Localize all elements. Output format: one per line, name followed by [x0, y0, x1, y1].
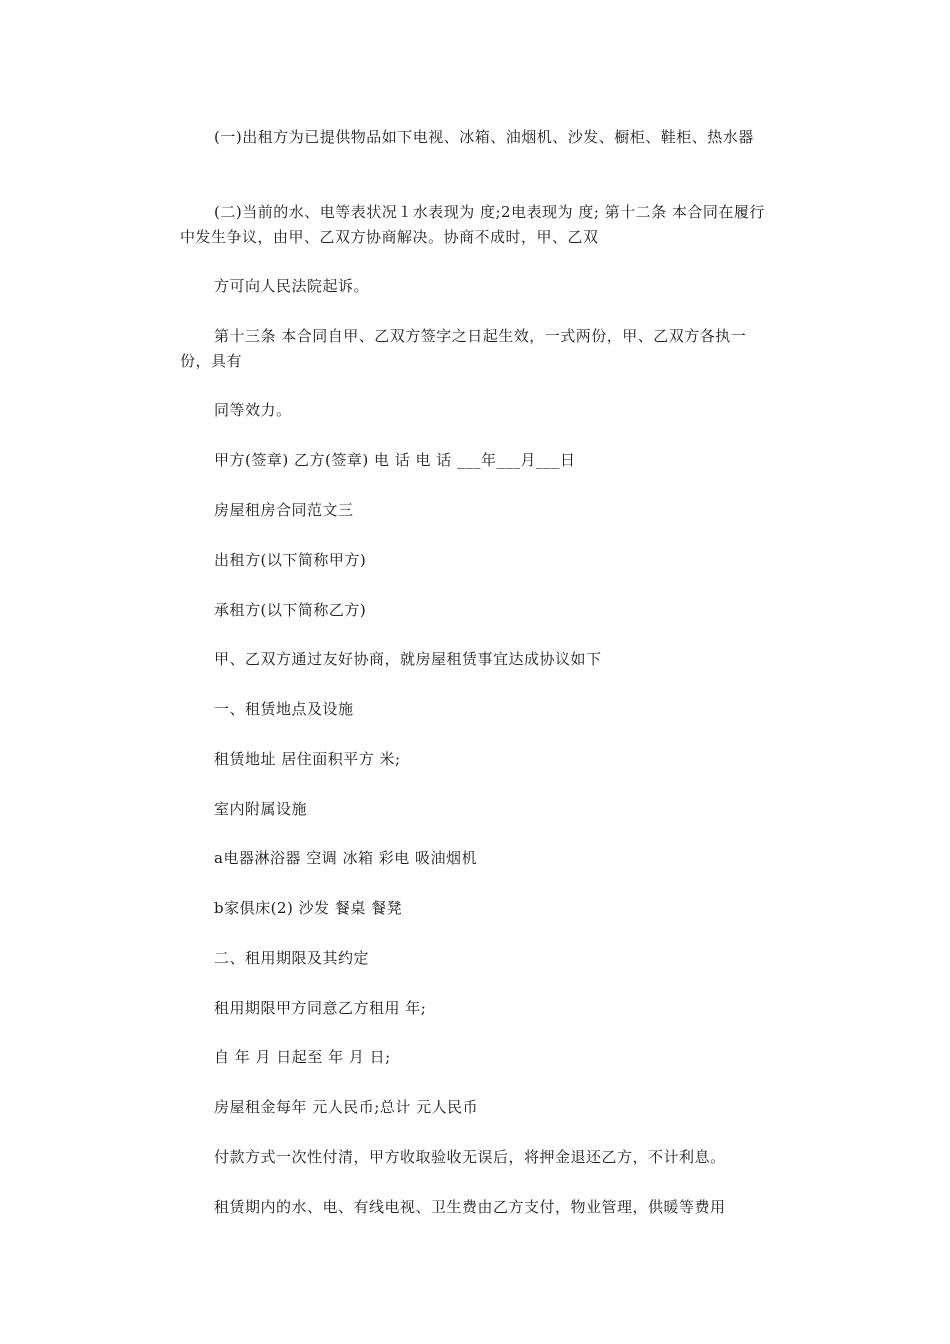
lease-dates: 自 年 月 日起至 年 月 日;: [214, 1048, 391, 1066]
paragraph-meter-status-dispute: (二)当前的水、电等表状况１水表现为 度;2电表现为 度; 第十二条 本合同在履行中发生争议，由甲、乙双方协商解决。协商不成时，甲、乙双: [180, 203, 765, 246]
rental-address: 租赁地址 居住面积平方 米;: [214, 750, 401, 768]
section-one-heading: 一、租赁地点及设施: [214, 700, 354, 718]
paragraph-article-13: 第十三条 本合同自甲、乙双方签字之日起生效，一式两份，甲、乙双方各执一份，具有: [180, 327, 747, 370]
lessor-line: 出租方(以下简称甲方): [214, 551, 367, 569]
contract-title-three: 房屋租房合同范文三: [214, 501, 354, 519]
lease-term: 租用期限甲方同意乙方租用 年;: [214, 999, 427, 1017]
appliances-line: a电器淋浴器 空调 冰箱 彩电 吸油烟机: [214, 849, 478, 867]
paragraph-provided-items: (一)出租方为已提供物品如下电视、冰箱、油烟机、沙发、橱柜、鞋柜、热水器: [214, 128, 754, 146]
paragraph-equal-effect: 同等效力。: [214, 401, 292, 419]
rent-amount: 房屋租金每年 元人民币;总计 元人民币: [214, 1098, 479, 1116]
utilities-fees: 租赁期内的水、电、有线电视、卫生费由乙方支付，物业管理，供暖等费用: [214, 1198, 726, 1216]
indoor-facilities: 室内附属设施: [214, 800, 308, 818]
furniture-line: b家俱床(2) 沙发 餐桌 餐凳: [214, 899, 403, 917]
section-two-heading: 二、租用期限及其约定: [214, 949, 370, 967]
paragraph-court: 方可向人民法院起诉。: [214, 277, 370, 295]
lessee-line: 承租方(以下简称乙方): [214, 601, 367, 619]
payment-method: 付款方式一次性付清，甲方收取验收无误后，将押金退还乙方，不计利息。: [214, 1148, 726, 1166]
agreement-intro: 甲、乙双方通过友好协商，就房屋租赁事宜达成协议如下: [214, 650, 602, 668]
signature-line: 甲方(签章) 乙方(签章) 电 话 电 话 ___年___月___日: [214, 451, 576, 469]
